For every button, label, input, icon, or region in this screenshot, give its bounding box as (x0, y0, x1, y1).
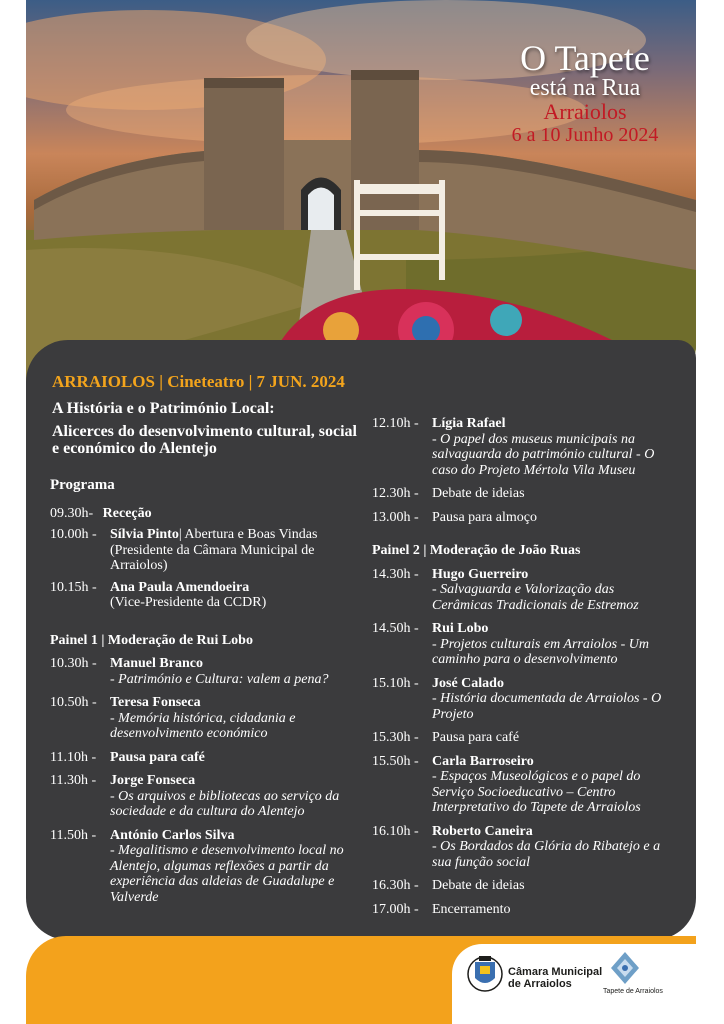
conference-title (52, 400, 362, 457)
list-item: 11.30h - Jorge Fonseca - Os arquivos e bibliotecas ao serviço da sociedade e da cultura do Alentejo (50, 773, 340, 819)
list-item: 14.30h - Hugo Guerreiro - Salvaguarda e Valorização das Cerâmicas Tradicionais de Estremoz (372, 566, 639, 613)
hero-image (26, 0, 696, 385)
painel-1-heading: Painel 1 | Moderação de Rui Lobo (50, 632, 253, 648)
municipal-logo-text: Câmara Municipal de Arraiolos (508, 966, 603, 990)
title-line-3: Arraiolos (543, 99, 627, 124)
list-item: 15.50h - Carla Barroseiro - Espaços Museológicos e o papel do Serviço Socioeducativo – Centro Interpretativo do Tapete de Arraiolos (372, 753, 641, 815)
list-item: 10.30h - Manuel Branco - Património e Cultura: valem a pena? (50, 656, 329, 687)
tapete-logo-text: Tapete de Arraiolos (603, 988, 663, 995)
right-column (372, 416, 676, 917)
title-line-1: O Tapete (520, 38, 650, 78)
event-title (470, 40, 696, 146)
tapete-logo-icon (608, 950, 642, 986)
list-item: 13.00h - Pausa para almoço (372, 509, 537, 525)
left-column (50, 478, 356, 905)
list-item: 10.15h - Ana Paula Amendoeira (Vice-Presidente da CCDR) (50, 579, 267, 610)
list-item: 10.50h - Teresa Fonseca - Memória histórica, cidadania e desenvolvimento económico (50, 695, 296, 741)
painel-2-heading: Painel 2 | Moderação de João Ruas (372, 543, 581, 558)
list-item: 12.30h - Debate de ideias (372, 486, 525, 501)
list-item: 12.10h - Lígia Rafael - O papel dos museus municipais na salvaguarda do património cultural - O caso do Projeto Mértola Vila Museu (372, 416, 655, 478)
venue-line: ARRAIOLOS | Cineteatro | 7 JUN. 2024 (52, 372, 345, 391)
list-item: 10.00h - Sílvia Pinto| Abertura e Boas Vindas (Presidente da Câmara Municipal de Arraiolos) (50, 527, 318, 573)
conference-title-1: A História e o Património Local: (52, 400, 275, 417)
programa-heading: Programa (50, 477, 115, 493)
list-item: 15.10h - José Calado - História documentada de Arraiolos - O Projeto (372, 675, 662, 722)
list-item: 16.10h - Roberto Caneira - Os Bordados da Glória do Ribatejo e a sua função social (372, 823, 661, 870)
list-item: 11.50h - António Carlos Silva - Megalitismo e desenvolvimento local no Alentejo, algumas reflexões a partir da experiência das aldeias de Guadalupe e Valverde (50, 827, 344, 905)
title-line-2: está na Rua (529, 75, 641, 101)
municipal-crest-icon (466, 952, 504, 998)
list-item: 14.50h - Rui Lobo - Projetos culturais em Arraiolos - Um caminho para o desenvolvimento (372, 621, 649, 667)
list-item: 09.30h- Receção (50, 505, 152, 521)
list-item: 15.30h - Pausa para café (372, 730, 520, 745)
event-dates: 6 a 10 Junho 2024 (511, 124, 659, 146)
list-item: 16.30h - Debate de ideias (372, 878, 525, 893)
list-item: 11.10h - Pausa para café (50, 749, 205, 765)
list-item: 17.00h - Encerramento (372, 901, 511, 917)
conference-title-2: Alicerces do desenvolvimento cultural, social e económico do Alentejo (52, 423, 357, 457)
